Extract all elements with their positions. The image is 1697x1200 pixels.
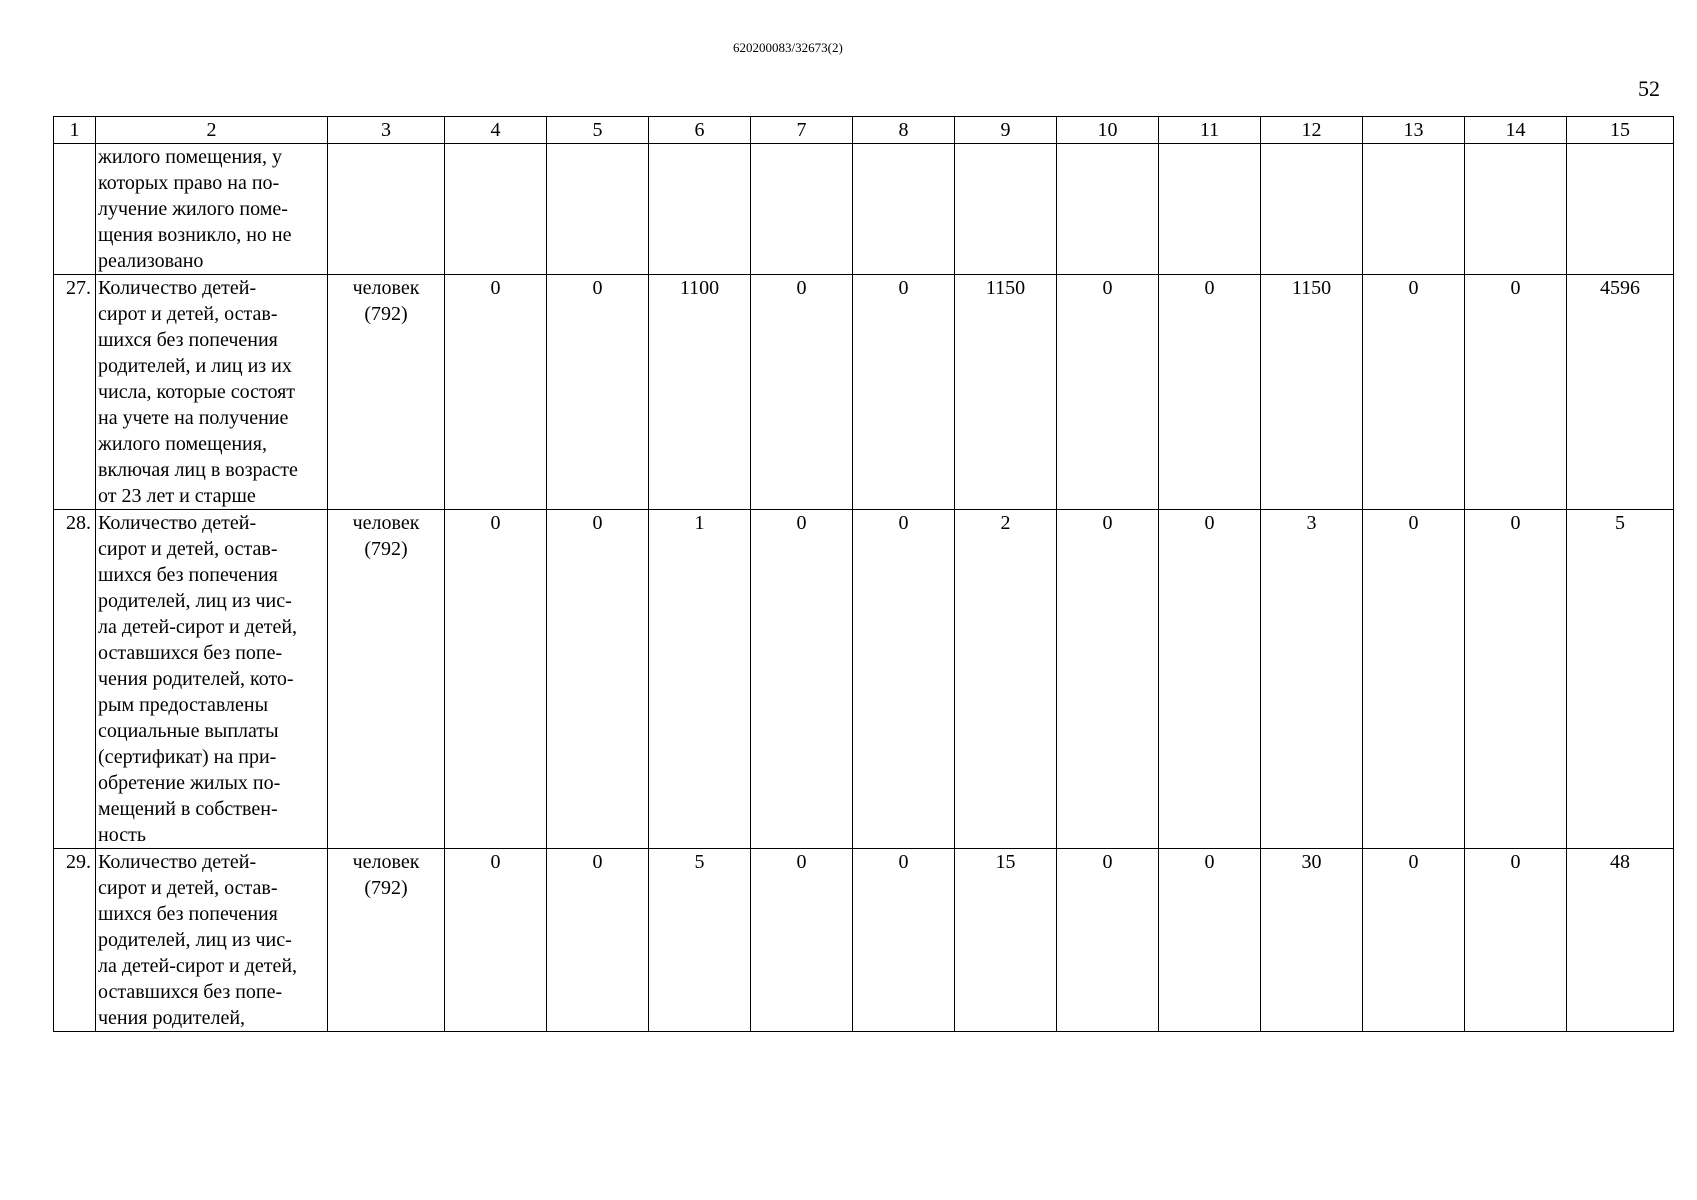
value-cell-col-14: 0 <box>1465 510 1567 849</box>
value-cell-col-11: 0 <box>1159 510 1261 849</box>
table-row <box>54 510 1674 849</box>
unit-line: (792) <box>364 303 408 325</box>
value-cell-col-8: 0 <box>853 275 955 510</box>
value-cell-col-13: 0 <box>1363 275 1465 510</box>
indicator-name-line: сирот и детей, остав- <box>98 877 278 899</box>
indicator-name <box>96 144 328 275</box>
value-cell-col-7 <box>751 144 853 275</box>
indicator-name-line: числа, которые состоят <box>98 381 296 403</box>
column-number-8: 8 <box>853 117 955 144</box>
indicator-name-line: щения возникло, но не <box>98 224 292 246</box>
unit-line: (792) <box>364 538 408 560</box>
data-table <box>53 116 1674 1032</box>
value-cell-col-7: 0 <box>751 849 853 1032</box>
row-number: 29. <box>54 849 96 1032</box>
column-number-10: 10 <box>1057 117 1159 144</box>
indicator-name-line: оставшихся без попе- <box>98 981 283 1003</box>
value-cell-col-8 <box>853 144 955 275</box>
value-cell-col-14 <box>1465 144 1567 275</box>
indicator-name-line: (сертификат) на при- <box>98 746 277 768</box>
value-cell-col-8: 0 <box>853 510 955 849</box>
value-cell-col-14: 0 <box>1465 275 1567 510</box>
value-cell-col-15: 5 <box>1567 510 1674 849</box>
indicator-name-line: сирот и детей, остав- <box>98 538 278 560</box>
value-cell-col-4 <box>445 144 547 275</box>
indicator-name-line: жилого помещения, у <box>98 146 282 168</box>
value-cell-col-13: 0 <box>1363 849 1465 1032</box>
column-number-6: 6 <box>649 117 751 144</box>
indicator-name-line: рым предоставлены <box>98 694 268 716</box>
value-cell-col-5 <box>547 144 649 275</box>
row-number: 28. <box>54 510 96 849</box>
column-number-9: 9 <box>955 117 1057 144</box>
value-cell-col-8: 0 <box>853 849 955 1032</box>
indicator-name-line: ность <box>98 824 146 846</box>
indicator-name <box>96 849 328 1032</box>
value-cell-col-7: 0 <box>751 275 853 510</box>
indicator-name-line: родителей, лиц из чис- <box>98 929 292 951</box>
value-cell-col-12: 3 <box>1261 510 1363 849</box>
indicator-name-line: обретение жилых по- <box>98 772 281 794</box>
column-number-13: 13 <box>1363 117 1465 144</box>
value-cell-col-5: 0 <box>547 510 649 849</box>
column-number-5: 5 <box>547 117 649 144</box>
value-cell-col-12: 1150 <box>1261 275 1363 510</box>
value-cell-col-11: 0 <box>1159 849 1261 1032</box>
indicator-name-line: шихся без попечения <box>98 564 278 586</box>
value-cell-col-10 <box>1057 144 1159 275</box>
indicator-name-line: Количество детей- <box>98 512 257 534</box>
value-cell-col-10: 0 <box>1057 510 1159 849</box>
value-cell-col-6: 1100 <box>649 275 751 510</box>
value-cell-col-6: 1 <box>649 510 751 849</box>
unit-line: человек <box>352 277 420 299</box>
value-cell-col-9: 15 <box>955 849 1057 1032</box>
indicator-name-line: шихся без попечения <box>98 903 278 925</box>
value-cell-col-6: 5 <box>649 849 751 1032</box>
indicator-name-line: лучение жилого поме- <box>98 198 288 220</box>
indicator-name-line: от 23 лет и старше <box>98 485 256 507</box>
indicator-name-line: сирот и детей, остав- <box>98 303 278 325</box>
column-number-12: 12 <box>1261 117 1363 144</box>
indicator-name-line: мещений в собствен- <box>98 798 278 820</box>
indicator-name-line: оставшихся без попе- <box>98 642 283 664</box>
column-number-11: 11 <box>1159 117 1261 144</box>
document-id: 620200083/32673(2) <box>733 40 843 55</box>
unit-line: человек <box>352 851 420 873</box>
value-cell-col-6 <box>649 144 751 275</box>
table-row <box>54 144 1674 275</box>
page-number: 52 <box>1638 76 1660 101</box>
indicator-name-line: Количество детей- <box>98 277 257 299</box>
table-row <box>54 275 1674 510</box>
column-number-2: 2 <box>96 117 328 144</box>
value-cell-col-5: 0 <box>547 849 649 1032</box>
value-cell-col-12 <box>1261 144 1363 275</box>
value-cell-col-9: 2 <box>955 510 1057 849</box>
indicator-name-line: чения родителей, <box>98 1007 246 1029</box>
indicator-name-line: родителей, лиц из чис- <box>98 590 292 612</box>
value-cell-col-13 <box>1363 144 1465 275</box>
unit-of-measure <box>328 144 445 275</box>
indicator-name-line: ла детей-сирот и детей, <box>98 616 298 638</box>
row-number <box>54 144 96 275</box>
value-cell-col-10: 0 <box>1057 275 1159 510</box>
value-cell-col-15 <box>1567 144 1674 275</box>
unit-of-measure <box>328 275 445 510</box>
indicator-name-line: включая лиц в возрасте <box>98 459 298 481</box>
column-number-4: 4 <box>445 117 547 144</box>
value-cell-col-10: 0 <box>1057 849 1159 1032</box>
unit-of-measure <box>328 510 445 849</box>
indicator-name-line: на учете на получение <box>98 407 289 429</box>
indicator-name-line: социальные выплаты <box>98 720 279 742</box>
column-number-14: 14 <box>1465 117 1567 144</box>
value-cell-col-4: 0 <box>445 510 547 849</box>
indicator-name-line: которых право на по- <box>98 172 280 194</box>
value-cell-col-15: 4596 <box>1567 275 1674 510</box>
value-cell-col-4: 0 <box>445 849 547 1032</box>
column-number-3: 3 <box>328 117 445 144</box>
value-cell-col-4: 0 <box>445 275 547 510</box>
indicator-name-line: Количество детей- <box>98 851 257 873</box>
indicator-name-line: родителей, и лиц из их <box>98 355 292 377</box>
value-cell-col-12: 30 <box>1261 849 1363 1032</box>
indicator-name <box>96 275 328 510</box>
indicator-name <box>96 510 328 849</box>
column-number-header-row <box>54 117 1674 144</box>
value-cell-col-11 <box>1159 144 1261 275</box>
indicator-name-line: ла детей-сирот и детей, <box>98 955 298 977</box>
indicator-name-line: жилого помещения, <box>98 433 267 455</box>
value-cell-col-14: 0 <box>1465 849 1567 1032</box>
column-number-1: 1 <box>54 117 96 144</box>
value-cell-col-15: 48 <box>1567 849 1674 1032</box>
indicator-name-line: реализовано <box>98 250 204 272</box>
value-cell-col-7: 0 <box>751 510 853 849</box>
column-number-15: 15 <box>1567 117 1674 144</box>
table-row <box>54 849 1674 1032</box>
value-cell-col-9: 1150 <box>955 275 1057 510</box>
value-cell-col-5: 0 <box>547 275 649 510</box>
unit-of-measure <box>328 849 445 1032</box>
value-cell-col-13: 0 <box>1363 510 1465 849</box>
indicator-name-line: чения родителей, кото- <box>98 668 294 690</box>
value-cell-col-9 <box>955 144 1057 275</box>
value-cell-col-11: 0 <box>1159 275 1261 510</box>
unit-line: (792) <box>364 877 408 899</box>
indicator-name-line: шихся без попечения <box>98 329 278 351</box>
column-number-7: 7 <box>751 117 853 144</box>
row-number: 27. <box>54 275 96 510</box>
unit-line: человек <box>352 512 420 534</box>
